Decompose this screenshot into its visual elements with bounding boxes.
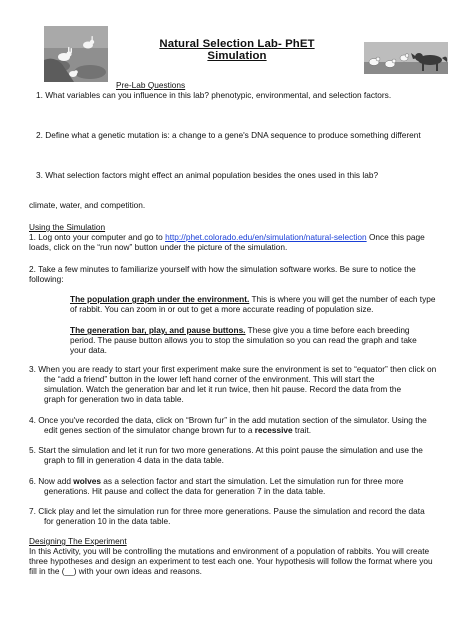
step-5-line-2: graph to fill in generation 4 data in the data table. (44, 455, 224, 465)
step-1-line-1 (29, 232, 425, 243)
step-4-text: edit genes section of the simulator change brown fur to a (44, 425, 255, 435)
population-graph-line-2: of rabbit. You can zoom in or out to get a more accurate reading of population size. (70, 304, 374, 314)
generation-bar-line-1 (70, 325, 410, 336)
step-3-line-3: simulation. Watch the generation bar and let it run twice, then hit pause. Record the data from the (44, 384, 402, 394)
prelab-answer-3: climate, water, and competition. (29, 200, 146, 210)
rabbits-wolf-image-right (364, 42, 448, 74)
prelab-question-3: 3. What selection factors might effect an animal population besides the ones used in this lab? (36, 170, 379, 180)
using-heading: Using the Simulation (29, 222, 106, 232)
phet-simulation-link[interactable]: http://phet.colorado.edu/en/simulation/natural-selection (165, 232, 367, 242)
step-6-line-2: generations. Hit pause and collect the data for generation 7 in the data table. (44, 486, 326, 496)
step-3-line-4: graph for generation two in data table. (44, 394, 184, 404)
prelab-question-2: 2. Define what a genetic mutation is: a change to a gene's DNA sequence to produce something different (36, 130, 421, 140)
generation-bar-line-3: your data. (70, 345, 107, 355)
step-2-line-1: 2. Take a few minutes to familiarize yourself with how the simulation software works. Be sure to notice the (29, 264, 416, 274)
generation-bar-label: The generation bar, play, and pause buttons. (70, 325, 246, 335)
step-6-text: 6. Now add (29, 476, 74, 486)
step-3-line-2: the “add a friend” button in the lower left hand corner of the environment. This will start the (44, 374, 375, 384)
step-1-text-post: Once this page (366, 232, 425, 242)
generation-bar-line-2: period. The pause button allows you to stop the simulation so you can read the graph and take (70, 335, 417, 345)
wolves-term: wolves (73, 476, 101, 486)
step-7-line-2: for generation 10 in the data table. (44, 516, 171, 526)
step-4-text-post: trait. (292, 425, 312, 435)
step-2-line-2: following: (29, 274, 64, 284)
population-graph-label: The population graph under the environment. (70, 294, 250, 304)
step-5-line-1: 5. Start the simulation and let it run for two more generations. At this point pause the simulation and use the (29, 445, 423, 455)
prelab-heading: Pre-Lab Questions (116, 80, 186, 90)
step-7-line-1: 7. Click play and let the simulation run for three more generations. Pause the simulation and record the data (29, 506, 425, 516)
designing-line-1: In this Activity, you will be controlling the mutations and environment of a population of rabbits. You will create (29, 546, 430, 556)
step-1-line-2: loads, click on the “run now” button under the picture of the simulation. (29, 242, 288, 252)
population-graph-line-1 (70, 294, 435, 305)
step-4-line-2 (44, 425, 311, 436)
step-6-text-post: as a selection factor and start the simulation. Let the simulation run for three more (100, 476, 404, 486)
step-4-line-1: 4. Once you've recorded the data, click on “Brown fur” in the add mutation section of the simulator. Using the (29, 415, 427, 425)
rabbits-image-left (44, 26, 108, 82)
page-title: Natural Selection Lab- PhET Simulation (159, 38, 315, 62)
generation-bar-desc: These give you a time before each breeding (245, 325, 410, 335)
designing-line-2: three hypotheses and design an experiment to test each one. Your hypothesis will follow the format where you (29, 556, 433, 566)
step-6-line-1 (29, 476, 403, 487)
step-3-line-1: 3. When you are ready to start your first experiment make sure the environment is set to “equator” then click on (29, 364, 437, 374)
population-graph-desc: This is where you will get the number of each type (249, 294, 436, 304)
recessive-term: recessive (254, 425, 293, 435)
designing-heading: Designing The Experiment (29, 536, 127, 546)
step-1-text: 1. Log onto your computer and go to (29, 232, 166, 242)
prelab-question-1: 1. What variables can you influence in this lab? phenotypic, environmental, and selection factors. (36, 90, 392, 100)
designing-line-3: fill in the (__) with your own ideas and reasons. (29, 566, 202, 576)
